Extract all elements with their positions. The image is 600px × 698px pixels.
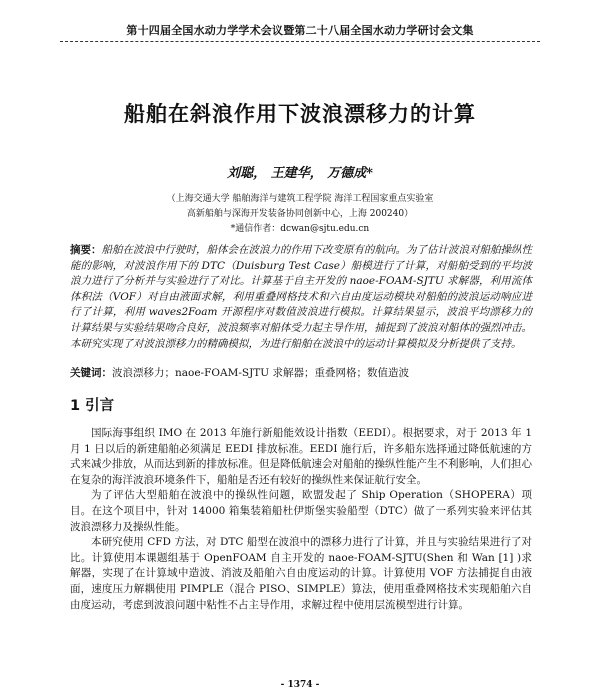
paragraph-1: 国际海事组织 IMO 在 2013 年施行新船能效设计指数（EEDI）。根据要求，对于 2013 年 1 月 1 日以后的新建船舶必须满足 EEDI 排放标准。EEDI 施行后，许多船东选择通过降低航速的方式来减少排放，从而达到新的排放标准。但是降低航速会对船舶的操纵性能产生不利影响，人们担心在复杂的海洋波浪环境条件下，船舶是否还有较好的操纵性来保证航行安全。 bbox=[70, 427, 532, 486]
corresponding-author: *通信作者：dcwan@sjtu.edu.cn bbox=[230, 224, 370, 234]
page-number: - 1374 - bbox=[280, 680, 320, 690]
paper-title: 船舶在斜浪作用下波浪漂移力的计算 bbox=[124, 102, 476, 126]
paragraph-2: 为了评估大型船舶在波浪中的操纵性问题，欧盟发起了 Ship Operation（SHOPERA）项目。在这个项目中，针对 14000 箱集装箱船杜伊斯堡实验船型（DTC）做了一系列实验来评估其波浪漂移力及操纵性能。 bbox=[70, 489, 532, 533]
header-rule bbox=[60, 41, 540, 42]
affiliation-line-2: 高新船舶与深海开发装备协同创新中心，上海 200240） bbox=[186, 209, 414, 219]
abstract-label: 摘要： bbox=[70, 244, 102, 256]
running-header: 第十四届全国水动力学学术会议暨第二十八届全国水动力学研讨会文集 bbox=[126, 24, 474, 37]
section-body bbox=[70, 426, 532, 613]
keywords bbox=[70, 366, 532, 381]
section-heading: 1 引言 bbox=[70, 398, 115, 414]
keywords-text: 波浪漂移力；naoe-FOAM-SJTU 求解器；重叠网格；数值造波 bbox=[112, 367, 409, 379]
abstract bbox=[70, 243, 532, 352]
abstract-text: 船舶在波浪中行驶时，船体会在波浪力的作用下改变原有的航向。为了估计波浪对船舶操纵性能的影响，对波浪作用下的 DTC（Duisburg Test Case）船模进行了计算，对船舶受到的平均波浪力进行了分析并与实验进行了对比。计算基于自主开发的 naoe-FOAM-SJTU 求解器，利用流体体积法（VOF）对自由液面求解，利用重叠网格技术和六自由度运动模块对船舶的波浪运动响应进行了计算，利用 waves2Foam 开源程序对数值波浪进行模拟。计算结果显示，波浪平均漂移力的计算结果与实验结果吻合良好，波浪频率对船体受力起主导作用，捕捉到了波浪对船体的强烈冲击。本研究实现了对波浪漂移力的精确模拟，为进行船舶在波浪中的运动计算模拟及分析提供了支持。 bbox=[70, 244, 532, 350]
paragraph-3: 本研究使用 CFD 方法，对 DTC 船型在波浪中的漂移力进行了计算，并且与实验结果进行了对比。计算使用本课题组基于 OpenFOAM 自主开发的 naoe-FOAM-SJTU(Shen 和 Wan [1] )求解器，实现了在计算域中造波、消波及船舶六自由度运动的计算。计算使用 VOF 方法捕捉自由液面，速度压力解耦使用 PIMPLE（混合 PISO、SIMPLE）算法，使用重叠网格技术实现船舶六自由度运动，考虑到波浪问题中粘性不占主导作用，求解过程中使用层流模型进行计算。 bbox=[70, 536, 532, 611]
authors: 刘聪， 王建华， 万德成* bbox=[227, 166, 373, 181]
keywords-label: 关键词： bbox=[70, 367, 112, 379]
affiliation-line-1: （上海交通大学 船舶海洋与建筑工程学院 海洋工程国家重点实验室 bbox=[166, 194, 434, 204]
